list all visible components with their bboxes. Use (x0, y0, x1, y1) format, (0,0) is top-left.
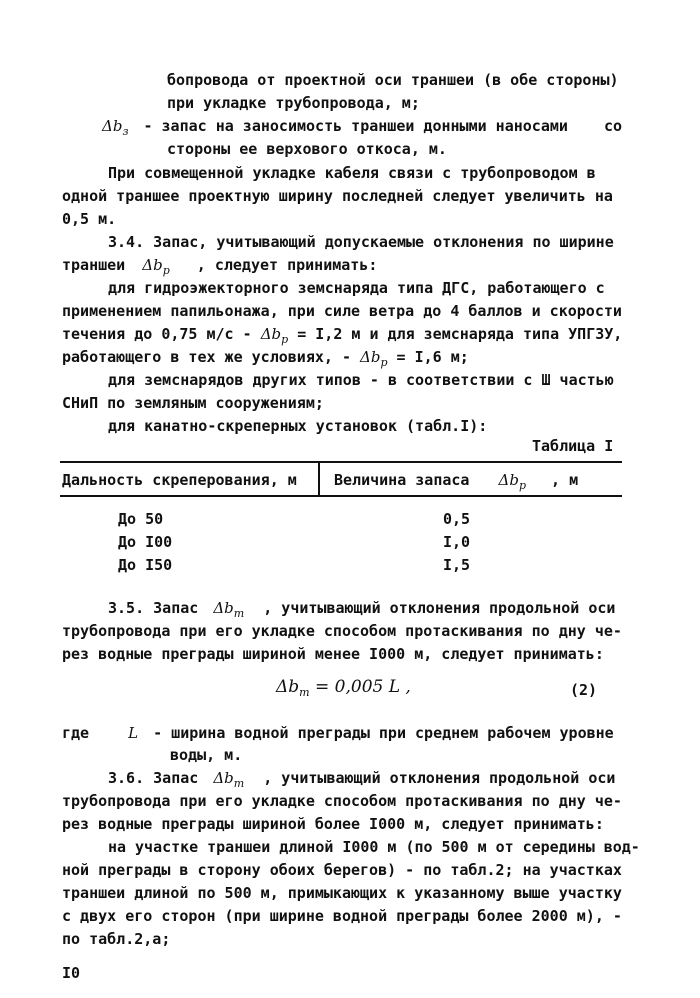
symbol-subscript: р (281, 333, 289, 346)
table-cell-value: I,0 (443, 533, 471, 551)
delta-b-symbol: Δb (213, 769, 234, 787)
delta-b-symbol: Δb (276, 677, 300, 697)
table-header-distance: Дальность скреперования, м (62, 471, 297, 489)
symbol-subscript: р (380, 356, 388, 369)
text-span: , м (551, 471, 579, 489)
text-line: на участке траншеи длиной I000 м (по 500 м от середины вод- (108, 838, 640, 856)
text-line: по табл.2,а; (62, 930, 171, 948)
text-line (102, 116, 568, 138)
text-line (62, 347, 469, 369)
delta-b-symbol: Δb (498, 471, 519, 489)
text-line: со (604, 117, 623, 135)
paragraph-3-5 (108, 598, 615, 620)
table-header-rule (60, 495, 622, 497)
table-header-value (334, 470, 578, 492)
text-line: траншеи длиной по 500 м, примыкающих к указанному выше участку (62, 884, 622, 902)
table-header-divider (318, 461, 320, 495)
text-line: для земснарядов других типов - в соответствии с Ш частью (108, 371, 614, 389)
formula-expression: = 0,005 L , (309, 677, 411, 697)
l-symbol: L (128, 724, 139, 742)
table-top-rule (60, 461, 622, 463)
text-line: применением папильонажа, при силе ветра до 4 баллов и скорости (62, 302, 622, 320)
text-line (62, 255, 377, 277)
text-line: с двух его сторон (при ширине водной преграды более 2000 м), - (62, 907, 622, 925)
text-span: - ширина водной преграды при среднем рабочем уровне (153, 724, 614, 742)
symbol-subscript: р (518, 479, 526, 492)
symbol-subscript: т (299, 686, 310, 699)
text-span: , учитывающий отклонения продольной оси (263, 599, 616, 617)
text-line: рез водные преграды шириной более I000 м, следует принимать: (62, 815, 604, 833)
table-caption: Таблица I (532, 437, 614, 455)
paragraph-3-6 (108, 768, 615, 790)
paragraph-3-4: 3.4. Запас, учитывающий допускаемые отклонения по ширине (108, 233, 614, 251)
text-line: для гидроэжекторного земснаряда типа ДГС, работающего с (108, 279, 605, 297)
table-cell-value: 0,5 (443, 510, 471, 528)
text-span: = I,2 м и для земснаряда типа УПГЗУ, (297, 325, 623, 343)
text-line: воды, м. (170, 746, 243, 764)
table-cell-distance: До 50 (118, 510, 164, 528)
definition-text: - запас на заносимость траншеи донными наносами (143, 117, 568, 135)
text-line: трубопровода при его укладке способом протаскивания по дну че- (62, 792, 622, 810)
text-span: 3.5. Запас (108, 599, 199, 617)
text-line: при укладке трубопровода, м; (167, 94, 420, 112)
formula-number: (2) (570, 681, 598, 699)
text-line (62, 324, 622, 346)
table-cell-distance: До I50 (118, 556, 173, 574)
text-span: = I,6 м; (396, 348, 469, 366)
formula-2 (276, 677, 411, 699)
table-cell-distance: До I00 (118, 533, 173, 551)
text-line: бопровода от проектной оси траншеи (в обе стороны) (167, 71, 619, 89)
symbol-subscript: т (233, 607, 245, 620)
text-span: , следует принимать: (196, 256, 378, 274)
text-line: трубопровода при его укладке способом протаскивания по дну че- (62, 622, 622, 640)
text-span: где (62, 724, 90, 742)
text-line: стороны ее верхового откоса, м. (167, 140, 447, 158)
delta-b-symbol: Δb (142, 256, 163, 274)
page-number: I0 (62, 964, 81, 982)
text-line: 0,5 м. (62, 210, 117, 228)
text-line: СНиП по земляным сооружениям; (62, 394, 324, 412)
delta-b-symbol: Δb (260, 325, 282, 343)
text-span: , учитывающий отклонения продольной оси (263, 769, 616, 787)
symbol-subscript: з (122, 125, 129, 138)
delta-b-symbol: Δb (213, 599, 234, 617)
symbol-subscript: р (162, 264, 170, 277)
text-line (62, 723, 614, 743)
symbol-subscript: т (233, 777, 245, 790)
text-span: Величина запаса (334, 471, 470, 489)
delta-b-symbol: Δb (360, 348, 381, 366)
text-line: одной траншее проектную ширину последней следует увеличить на (62, 187, 613, 205)
text-line: рез водные преграды шириной менее I000 м, следует принимать: (62, 645, 604, 663)
delta-b-symbol: Δb (102, 117, 123, 135)
text-span: траншеи (62, 256, 126, 274)
text-span: 3.6. Запас (108, 769, 199, 787)
text-line: При совмещенной укладке кабеля связи с трубопроводом в (108, 164, 596, 182)
table-cell-value: I,5 (443, 556, 471, 574)
text-span: течения до 0,75 м/с - (62, 325, 252, 343)
text-line: для канатно-скреперных установок (табл.I): (108, 417, 488, 435)
text-span: работающего в тех же условиях, - (62, 348, 351, 366)
text-line: ной преграды в сторону обоих берегов) - по табл.2; на участках (62, 861, 622, 879)
